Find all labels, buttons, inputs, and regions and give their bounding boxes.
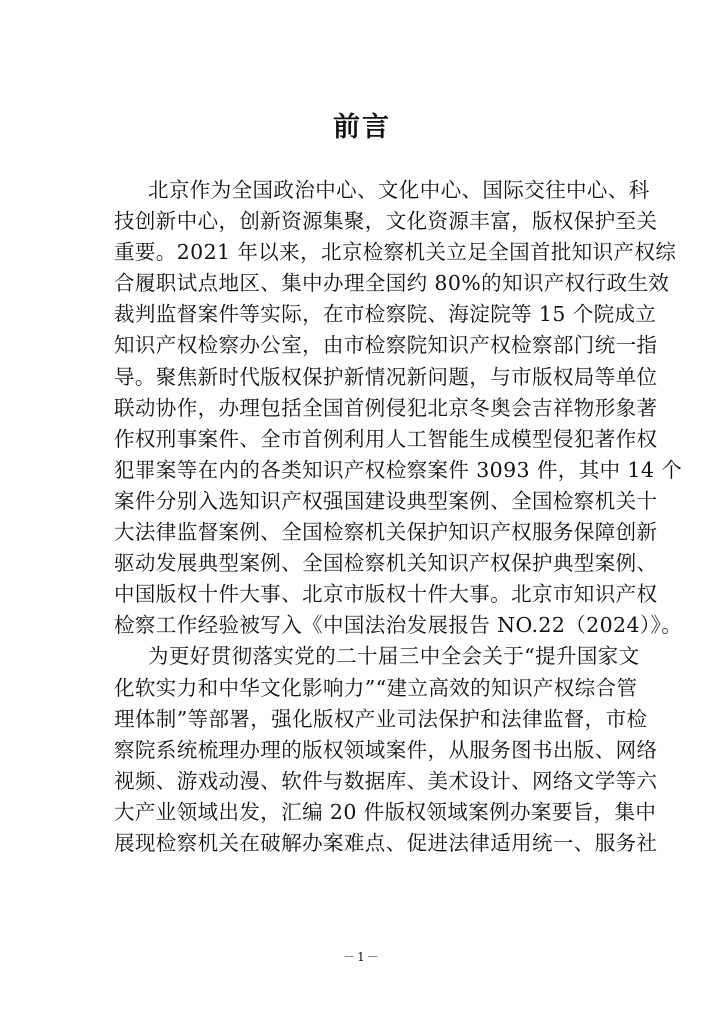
- paragraph-line: 合履职试点地区、集中办理全国约 80%的知识产权行政生效: [114, 271, 670, 296]
- paragraph-line: 理体制”等部署，强化版权产业司法保护和法律监督，市检: [114, 706, 648, 731]
- paragraph-line: 裁判监督案件等实际，在市检察院、海淀院等 15 个院成立: [114, 302, 657, 327]
- paragraph-line: 中国版权十件大事、北京市版权十件大事。北京市知识产权: [114, 582, 658, 607]
- page-title: 前言: [333, 112, 391, 143]
- paragraph-line: 视频、游戏动漫、软件与数据库、美术设计、网络文学等六: [114, 768, 658, 793]
- paragraph-line: 导。聚焦新时代版权保护新情况新问题，与市版权局等单位: [114, 364, 658, 389]
- paragraph-line: 知识产权检察办公室，由市检察院知识产权检察部门统一指: [114, 333, 658, 358]
- paragraph-line: 犯罪案等在内的各类知识产权检察案件 3093 件，其中 14 个: [114, 457, 683, 482]
- page-number: －1－: [343, 950, 381, 964]
- paragraph-line: 联动协作，办理包括全国首例侵犯北京冬奥会吉祥物形象著: [114, 395, 658, 420]
- paragraph-line: 察院系统梳理办理的版权领域案件，从服务图书出版、网络: [114, 737, 658, 762]
- paragraph-line: 大法律监督案例、全国检察机关保护知识产权服务保障创新: [114, 520, 658, 545]
- body-text: [114, 175, 683, 859]
- paragraph-line: 为更好贯彻落实党的二十届三中全会关于“提升国家文: [148, 644, 640, 669]
- paragraph-line: 案件分别入选知识产权强国建设典型案例、全国检察机关十: [114, 488, 658, 513]
- paragraph-line: 重要。2021 年以来，北京检察机关立足全国首批知识产权综: [114, 240, 677, 265]
- paragraph-line: 大产业领域出发，汇编 20 件版权领域案例办案要旨，集中: [114, 799, 657, 824]
- paragraph-line: 展现检察机关在破解办案难点、促进法律适用统一、服务社: [114, 830, 658, 855]
- paragraph-line: 检察工作经验被写入《中国法治发展报告 NO.22（2024）》。: [114, 613, 683, 638]
- paragraph-line: 化软实力和中华文化影响力”“建立高效的知识产权综合管: [114, 675, 638, 700]
- paragraph-line: 作权刑事案件、全市首例利用人工智能生成模型侵犯著作权: [114, 426, 658, 451]
- paragraph-line: 北京作为全国政治中心、文化中心、国际交往中心、科: [148, 178, 650, 202]
- paragraph-line: 驱动发展典型案例、全国检察机关知识产权保护典型案例、: [114, 551, 658, 576]
- paragraph-line: 技创新中心，创新资源集聚，文化资源丰富，版权保护至关: [114, 209, 658, 234]
